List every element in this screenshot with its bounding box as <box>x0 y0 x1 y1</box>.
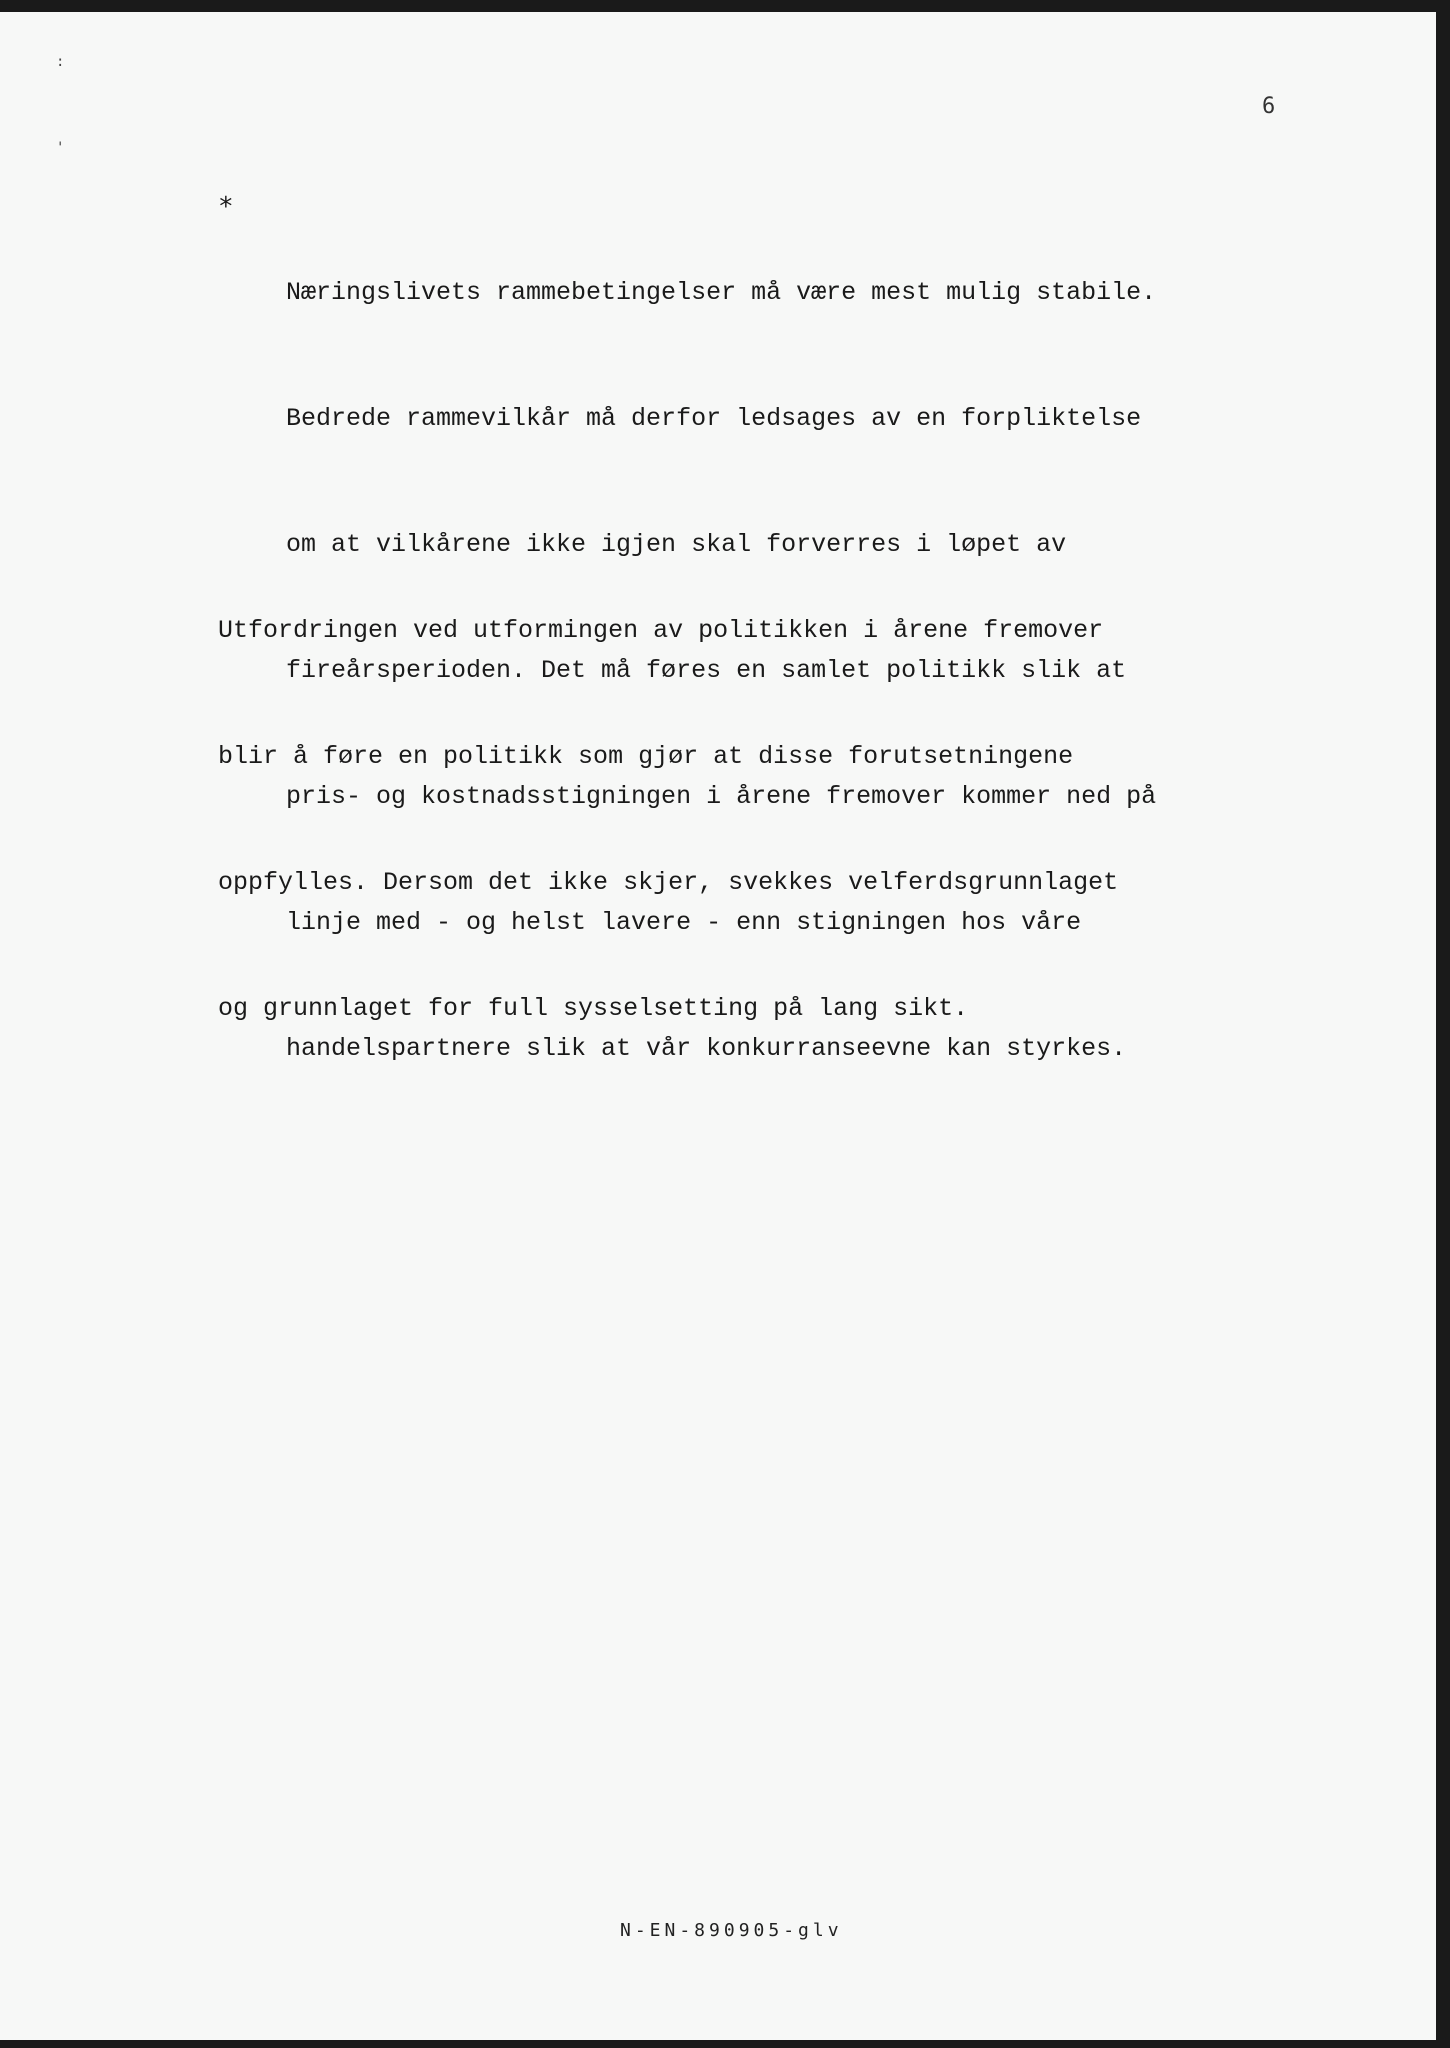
bullet-line: fireårsperioden. Det må føres en samlet politikk slik at <box>286 656 1127 685</box>
bullet-marker: * <box>218 192 234 222</box>
paragraph-line: Utfordringen ved utformingen av politikken i årene fremover <box>218 616 1104 645</box>
bullet-line: om at vilkårene ikke igjen skal forverres i løpet av <box>286 530 1067 559</box>
paragraph-line: blir å føre en politikk som gjør at disse forutsetningene <box>218 742 1074 771</box>
paragraph-line: og grunnlaget for full sysselsetting på lang sikt. <box>218 994 969 1023</box>
bullet-line: linje med - og helst lavere - enn stigningen hos våre <box>286 908 1082 937</box>
document-reference-code: N-EN-890905-glv <box>620 1920 843 1941</box>
body-paragraph <box>218 526 1318 1114</box>
page-number: 6 <box>1262 94 1276 119</box>
bullet-line: pris- og kostnadsstigningen i årene fremover kommer ned på <box>286 782 1157 811</box>
bullet-line: handelspartnere slik at vår konkurranseevne kan styrkes. <box>286 1034 1127 1063</box>
paragraph-line: oppfylles. Dersom det ikke skjer, svekkes velferdsgrunnlaget <box>218 868 1119 897</box>
document-page <box>0 12 1436 2040</box>
bullet-line: Næringslivets rammebetingelser må være mest mulig stabile. <box>286 278 1157 307</box>
scan-artifact-mark: ' <box>56 140 65 156</box>
scan-artifact-mark: : <box>56 54 65 70</box>
bullet-line: Bedrede rammevilkår må derfor ledsages av en forpliktelse <box>286 404 1142 433</box>
